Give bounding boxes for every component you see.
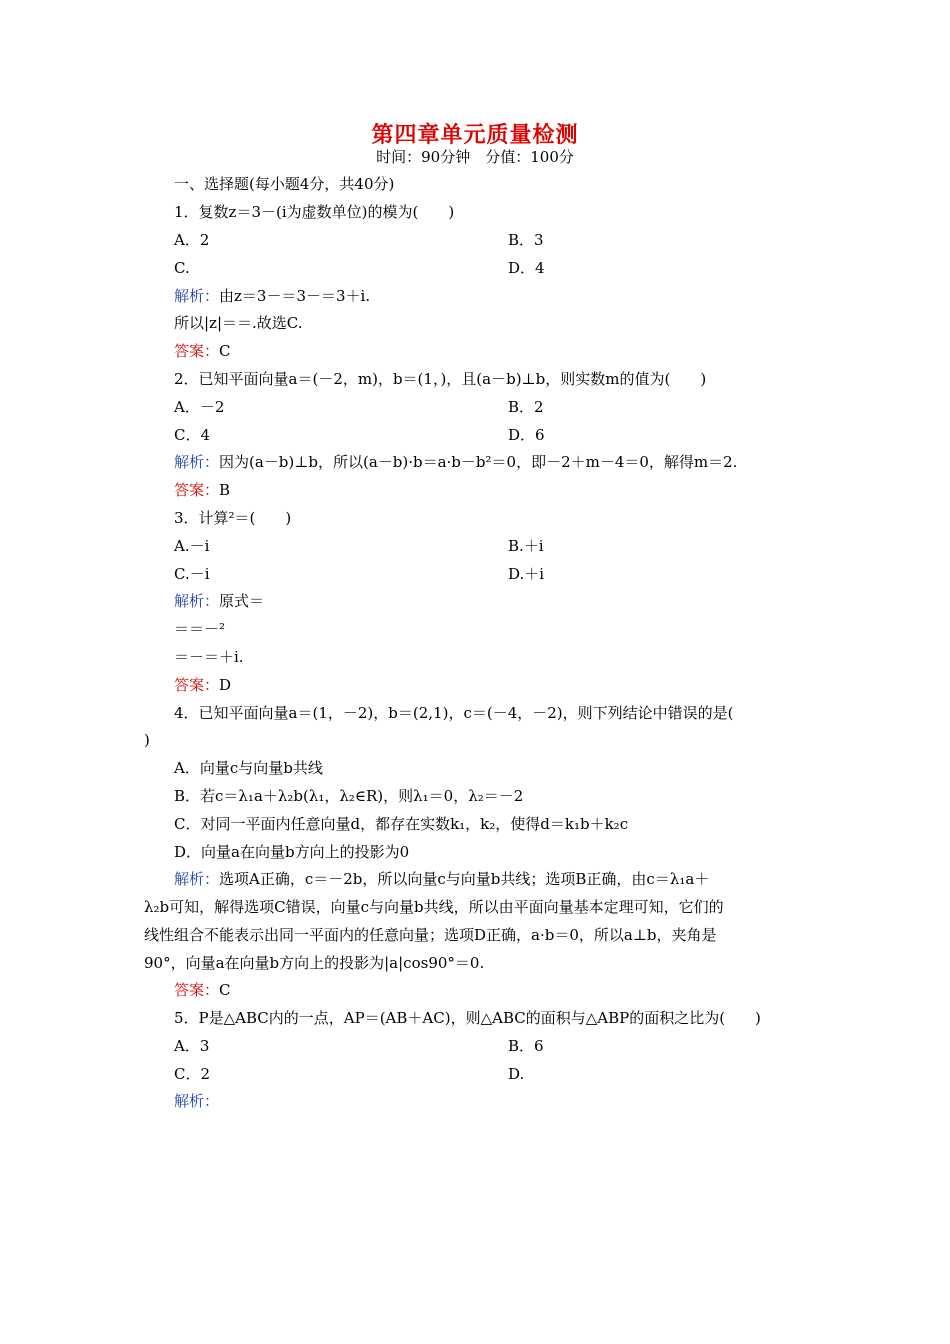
question-4-analysis xyxy=(174,869,709,889)
question-1-analysis-2: 所以|z|＝＝.故选C. xyxy=(174,314,303,332)
question-4-analysis-2: λ₂b可知，解得选项C错误，向量c与向量b共线，所以由平面向量基本定理可知，它们的 xyxy=(144,898,724,916)
analysis-text: 原式＝ xyxy=(219,592,265,610)
question-3-analysis-3: ＝－＝＋i. xyxy=(174,648,244,666)
section-heading: 一、选择题(每小题4分，共40分) xyxy=(174,175,395,193)
question-3-analysis xyxy=(174,591,264,611)
analysis-text: 选项A正确，c＝－2b，所以向量c与向量b共线；选项B正确，由c＝λ₁a＋ xyxy=(219,870,710,888)
question-5-option-d: D. xyxy=(508,1065,525,1083)
analysis-label: 解析： xyxy=(174,1092,220,1110)
question-4-answer xyxy=(174,980,231,1000)
question-1-option-c: C. xyxy=(174,259,190,277)
question-2-stem: 2．已知平面向量a＝(－2，m)，b＝(1，)，且(a－b)⊥b，则实数m的值为( ) xyxy=(174,370,707,388)
question-4-stem-end: ) xyxy=(144,731,150,749)
question-4-option-a: A．向量c与向量b共线 xyxy=(174,759,323,777)
question-5-option-a: A．3 xyxy=(174,1037,210,1055)
answer-label: 答案： xyxy=(174,481,220,499)
answer-label: 答案： xyxy=(174,981,220,999)
question-3-option-c: C.－i xyxy=(174,565,210,583)
analysis-label: 解析： xyxy=(174,287,220,305)
question-1-option-b: B．3 xyxy=(508,231,544,249)
question-1-answer xyxy=(174,341,231,361)
question-3-option-a: A.－i xyxy=(174,537,210,555)
page-subtitle: 时间：90分钟 分值：100分 xyxy=(376,148,574,166)
question-3-analysis-2: ＝＝－² xyxy=(174,620,226,638)
answer-value: C xyxy=(219,342,231,360)
question-3-answer xyxy=(174,675,231,695)
question-3-option-b: B.＋i xyxy=(508,537,544,555)
question-4-stem: 4．已知平面向量a＝(1，－2)，b＝(2,1)，c＝(－4，－2)，则下列结论中错误的是( xyxy=(174,704,734,722)
question-2-option-b: B．2 xyxy=(508,398,544,416)
question-4-analysis-4: 90°，向量a在向量b方向上的投影为|a|cos90°＝0. xyxy=(144,954,485,972)
question-2-analysis xyxy=(174,452,737,472)
question-1-stem: 1．复数z＝3－(i为虚数单位)的模为( ) xyxy=(174,203,455,221)
question-2-option-d: D．6 xyxy=(508,426,545,444)
answer-value: D xyxy=(219,676,232,694)
question-5-stem: 5．P是△ABC内的一点，AP＝(AB＋AC)，则△ABC的面积与△ABP的面积之比为( ) xyxy=(174,1009,761,1027)
question-5-option-c: C．2 xyxy=(174,1065,211,1083)
question-3-option-d: D.＋i xyxy=(508,565,545,583)
analysis-text: 由z＝3－＝3－＝3＋i. xyxy=(219,287,371,305)
question-1-option-a: A．2 xyxy=(174,231,210,249)
question-4-option-b: B．若c＝λ₁a＋λ₂b(λ₁，λ₂∈R)，则λ₁＝0，λ₂＝－2 xyxy=(174,787,524,805)
analysis-label: 解析： xyxy=(174,870,220,888)
answer-label: 答案： xyxy=(174,342,220,360)
analysis-label: 解析： xyxy=(174,453,220,471)
answer-value: B xyxy=(219,481,231,499)
answer-value: C xyxy=(219,981,231,999)
question-4-analysis-3: 线性组合不能表示出同一平面内的任意向量；选项D正确，a·b＝0，所以a⊥b，夹角是 xyxy=(144,926,717,944)
question-5-analysis xyxy=(174,1091,219,1111)
page-title: 第四章单元质量检测 xyxy=(371,122,579,148)
question-4-option-c: C．对同一平面内任意向量d，都存在实数k₁，k₂，使得d＝k₁b＋k₂c xyxy=(174,815,629,833)
answer-label: 答案： xyxy=(174,676,220,694)
analysis-label: 解析： xyxy=(174,592,220,610)
question-1-option-d: D．4 xyxy=(508,259,545,277)
question-2-option-a: A．－2 xyxy=(174,398,225,416)
question-5-option-b: B．6 xyxy=(508,1037,544,1055)
question-2-option-c: C．4 xyxy=(174,426,211,444)
question-2-answer xyxy=(174,480,230,500)
question-1-analysis xyxy=(174,286,370,306)
analysis-text: 因为(a－b)⊥b，所以(a－b)·b＝a·b－b²＝0，即－2＋m－4＝0，解得m＝2. xyxy=(219,453,738,471)
question-4-option-d: D．向量a在向量b方向上的投影为0 xyxy=(174,843,410,861)
question-3-stem: 3．计算²＝( ) xyxy=(174,509,292,527)
